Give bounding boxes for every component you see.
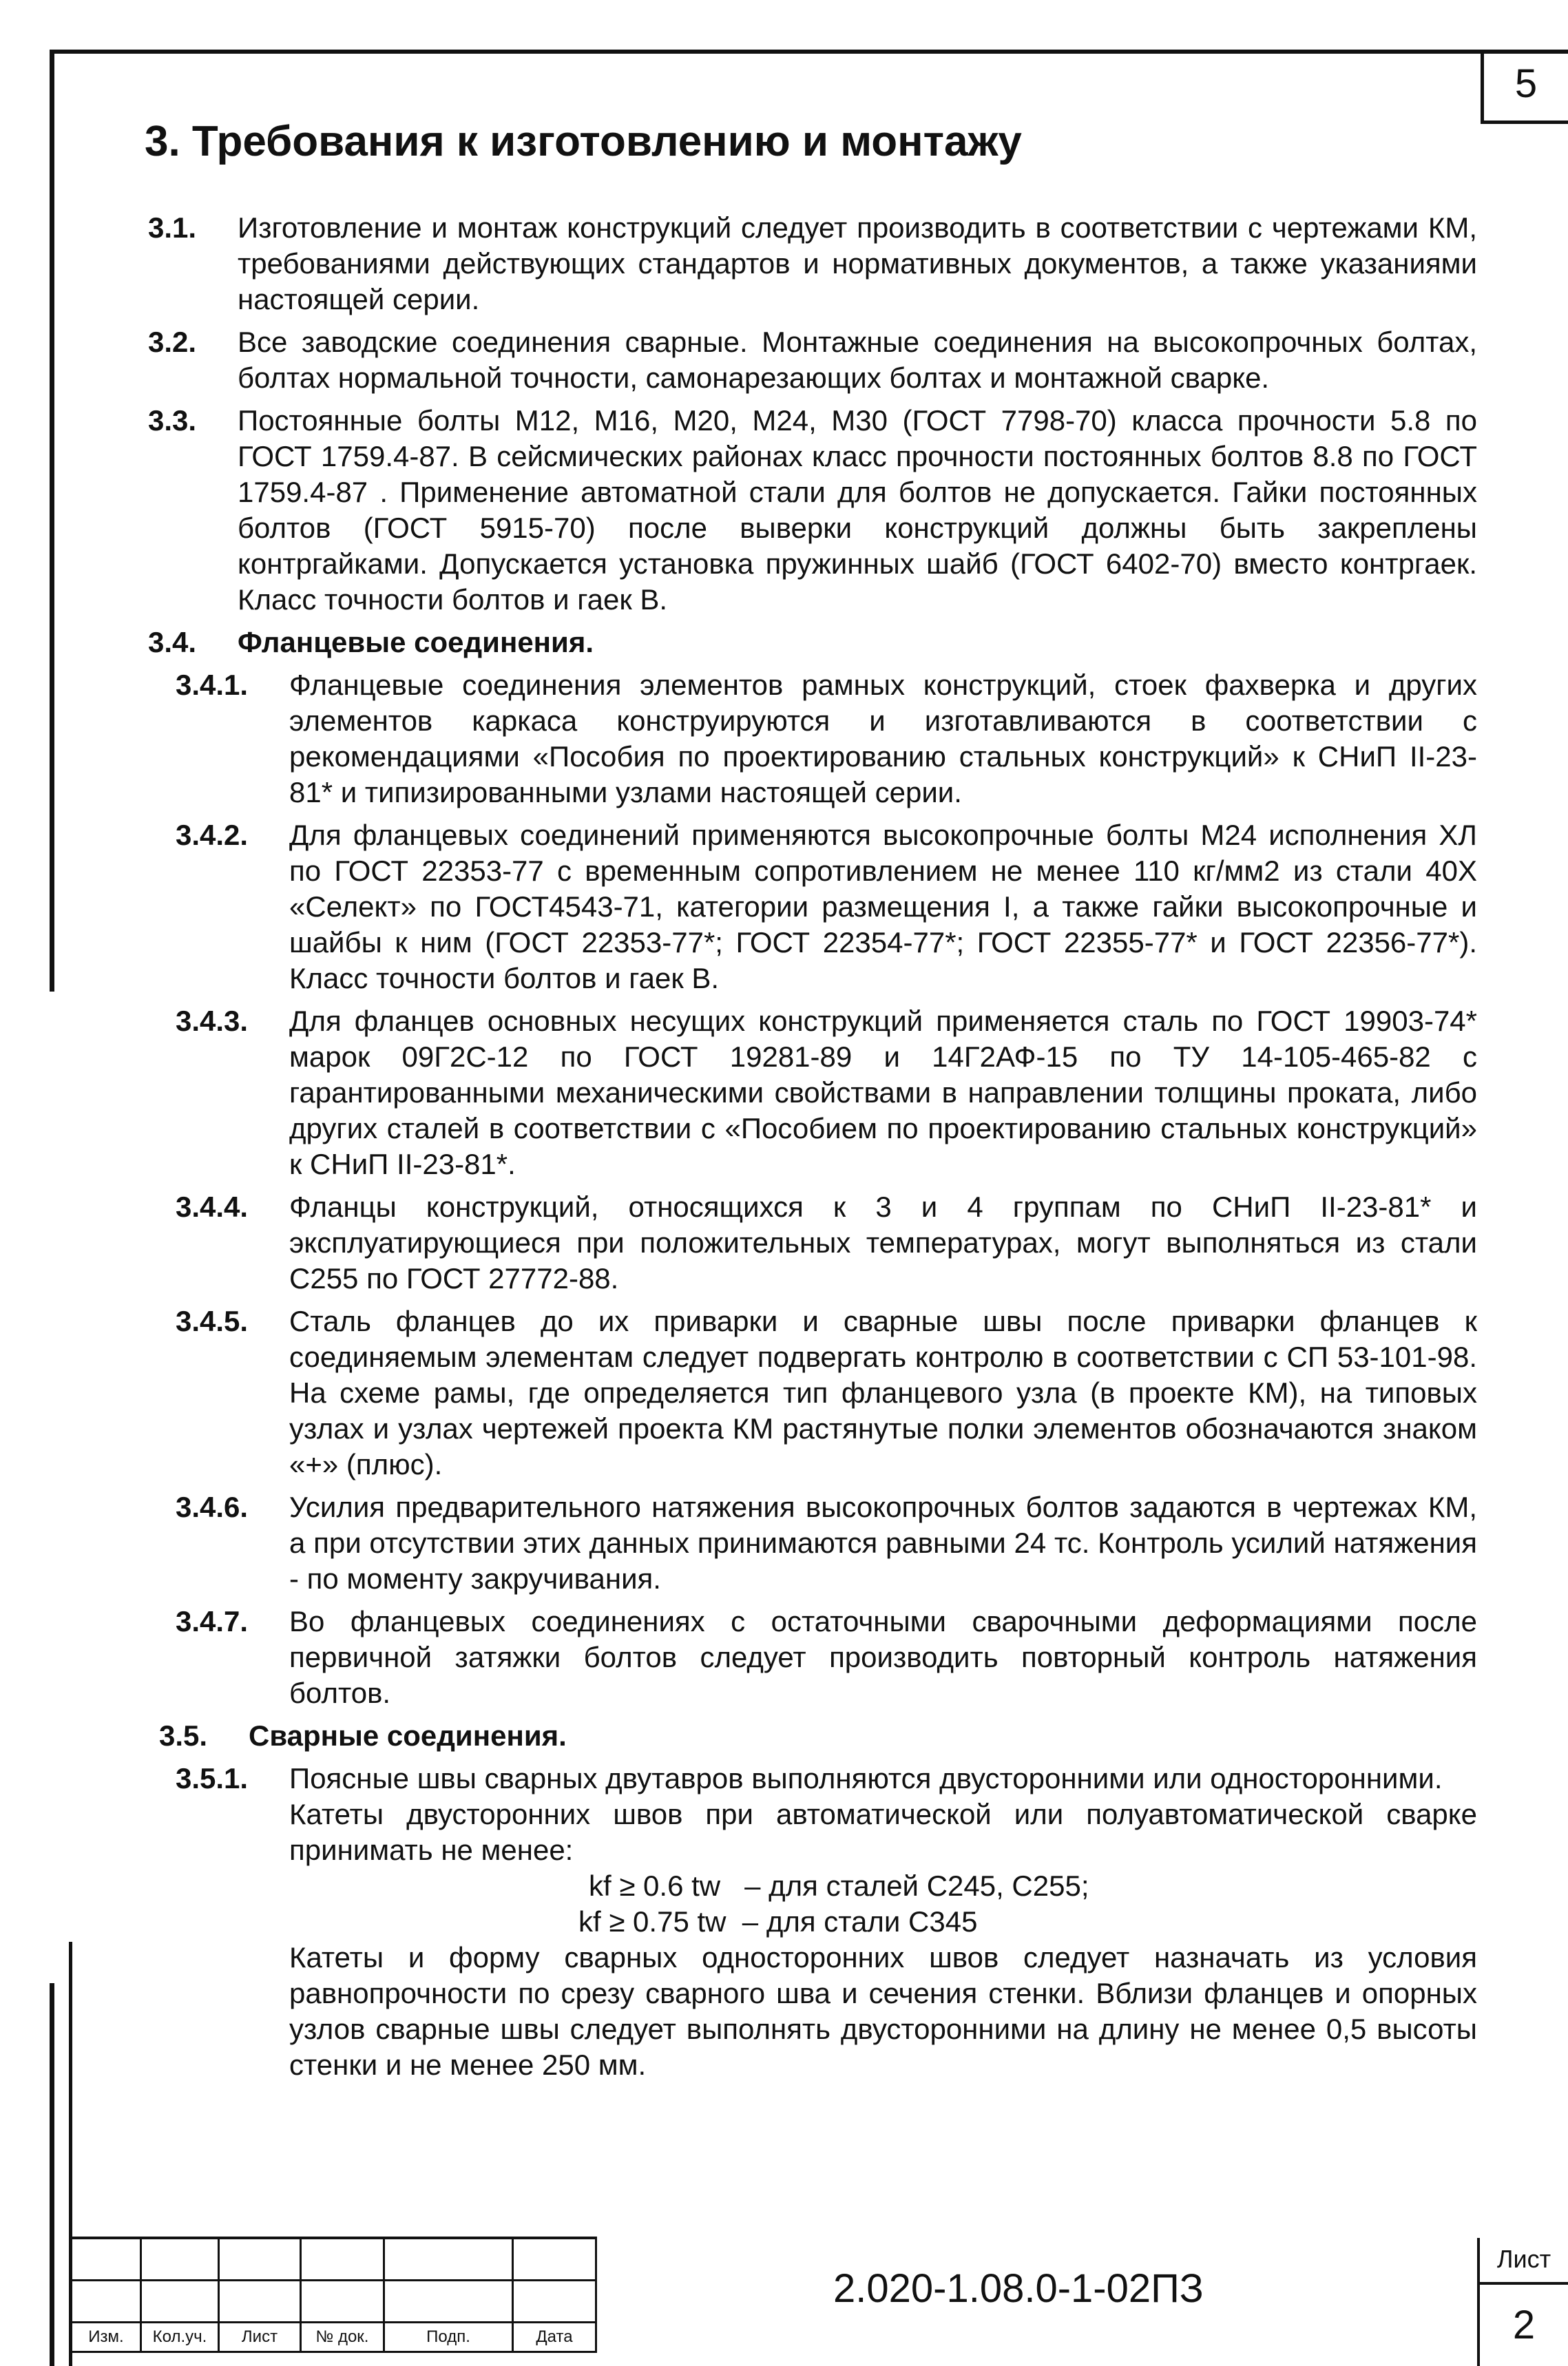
clause-3-4-heading [148, 625, 1477, 660]
stamp-label-izm: Изм. [72, 2323, 141, 2352]
clause-heading-text: Фланцевые соединения. [238, 626, 594, 658]
clause-3-4-7 [148, 1604, 1477, 1711]
clause-text: Для фланцевых соединений применяются высокопрочные болты М24 исполнения ХЛ по ГОСТ 22353-77 с временным сопротивлением не менее 110 кг/мм2 из стали 40Х «Селект» по ГОСТ4543-71, категории размещения I, а также гайки высокопрочные и шайбы к ним (ГОСТ 22353-77*; ГОСТ 22354-77*; ГОСТ 22355-77* и ГОСТ 22356-77*). Класс точности болтов и гаек В. [289, 819, 1477, 994]
clause-3-4-5 [148, 1304, 1477, 1483]
clause-text: Сталь фланцев до их приварки и сварные швы после приварки фланцев к соединяемым элементам следует подвергать контролю в соответствии с СП 53-101-98. На схеме рамы, где определяется тип фланцевого узла (в проекте КМ), на типовых узлах и узлах чертежей проекта КМ растянутые полки элементов обозначаются знаком «+» (плюс). [289, 1305, 1477, 1480]
section-title: 3. Требования к изготовлению и монтажу [145, 118, 1022, 165]
clause-3-4-1 [148, 667, 1477, 810]
page-number-box [1481, 50, 1568, 124]
page-number: 5 [1514, 61, 1538, 106]
clause-3-4-4 [148, 1189, 1477, 1297]
clause-number: 3.4.1. [176, 669, 249, 701]
clause-paragraph: Катеты и форму сварных односторонних швов следует назначать из условия равнопрочности по срезу сварного шва и сечения стенки. Вблизи фланцев и опорных узлов сварные швы следует выполнять двусторонними на длину не менее 0,5 высоты стенки и не менее 250 мм. [289, 1941, 1477, 2081]
stamp-label-kol-uch: Кол.уч. [141, 2323, 219, 2352]
clause-3-3 [148, 403, 1477, 618]
clause-number: 3.1. [148, 211, 197, 244]
clause-number: 3.5.1. [176, 1762, 249, 1794]
sheet-box [1477, 2238, 1568, 2366]
stamp-label-date: Дата [513, 2323, 596, 2352]
document-code: 2.020-1.08.0-1-02ПЗ [833, 2266, 1204, 2311]
clause-3-5-1 [148, 1761, 1477, 2083]
clause-3-2 [148, 324, 1477, 396]
clause-text: Для фланцев основных несущих конструкций применяется сталь по ГОСТ 19903-74* марок 09Г2С-12 по ГОСТ 19281-89 и 14Г2АФ-15 по ТУ 14-105-465-82 с гарантированными механическими свойствами в направлении толщины проката, либо других сталей в соответствии с «Пособием по проектированию стальных конструкций» к СНиП II-23-81*. [289, 1005, 1477, 1180]
clause-text: Усилия предварительного натяжения высокопрочных болтов задаются в чертежах КМ, а при отсутствии этих данных принимаются равными 24 тс. Контроль усилий натяжения - по моменту закручивания. [289, 1491, 1477, 1595]
clause-3-4-3 [148, 1003, 1477, 1182]
clause-3-4-6 [148, 1489, 1477, 1597]
clause-number: 3.4.2. [176, 819, 249, 851]
clause-number: 3.2. [148, 326, 197, 358]
clause-3-4-2 [148, 817, 1477, 996]
clause-text: Фланцевые соединения элементов рамных конструкций, стоек фахверка и других элементов каркаса конструируются и изготавливаются в соответствии с рекомендациями «Пособия по проектированию стальных конструкций» к СНиП II-23-81* и типизированными узлами настоящей серии. [289, 669, 1477, 808]
sheet-number: 2 [1512, 2303, 1536, 2347]
clause-number: 3.3. [148, 404, 197, 437]
clause-text: Постоянные болты М12, М16, М20, М24, М30 (ГОСТ 7798-70) класса прочности 5.8 по ГОСТ 1759.4-87. В сейсмических районах класс прочности постоянных болтов 8.8 по ГОСТ 1759.4-87 . Применение автоматной стали для болтов не допускается. Гайки постоянных болтов (ГОСТ 5915-70) после выверки конструкций должны быть закреплены контргайками. Допускается установка пружинных шайб (ГОСТ 6402-70) вместо контргаек. Класс точности болтов и гаек В. [238, 404, 1477, 616]
sheet-label: Лист [1480, 2238, 1568, 2285]
clause-number: 3.4.5. [176, 1305, 249, 1337]
document-body [148, 210, 1477, 2090]
frame-gap [48, 992, 56, 1983]
clause-paragraph: Поясные швы сварных двутавров выполняются двусторонними или односторонними. [289, 1762, 1443, 1794]
clause-heading-text: Сварные соединения. [249, 1719, 567, 1752]
weld-formula-2: kf ≥ 0.75 tw – для стали С345 [578, 1905, 978, 1938]
clause-3-5-heading [148, 1718, 1477, 1754]
stamp-label-list: Лист [219, 2323, 301, 2352]
stamp-label-signature: Подп. [384, 2323, 513, 2352]
clause-number: 3.4. [148, 626, 197, 658]
clause-number: 3.4.6. [176, 1491, 249, 1523]
clause-3-1 [148, 210, 1477, 317]
clause-text: Фланцы конструкций, относящихся к 3 и 4 группам по СНиП II-23-81* и эксплуатирующиеся при положительных температурах, могут выполняться из стали С255 по ГОСТ 27772-88. [289, 1191, 1477, 1295]
clause-number: 3.4.7. [176, 1605, 249, 1637]
clause-text: Все заводские соединения сварные. Монтажные соединения на высокопрочных болтах, болтах нормальной точности, самонарезающих болтах и монтажной сварке. [238, 326, 1477, 394]
weld-formula-1: kf ≥ 0.6 tw – для сталей С245, С255; [589, 1870, 1089, 1902]
clause-text: Изготовление и монтаж конструкций следует производить в соответствии с чертежами КМ, требованиями действующих стандартов и нормативных документов, а также указаниями настоящей серии. [238, 211, 1477, 315]
clause-number: 3.4.3. [176, 1005, 249, 1037]
clause-number: 3.5. [159, 1719, 208, 1752]
clause-paragraph: Катеты двусторонних швов при автоматической или полуавтоматической сварке принимать не менее: [289, 1798, 1477, 1866]
stamp-label-doc-no: № док. [301, 2323, 384, 2352]
clause-body [289, 1761, 1477, 2083]
clause-number: 3.4.4. [176, 1191, 249, 1223]
title-block-table [70, 2237, 597, 2353]
clause-text: Во фланцевых соединениях с остаточными сварочными деформациями после первичной затяжки болтов следует производить повторный контроль натяжения болтов. [289, 1605, 1477, 1709]
